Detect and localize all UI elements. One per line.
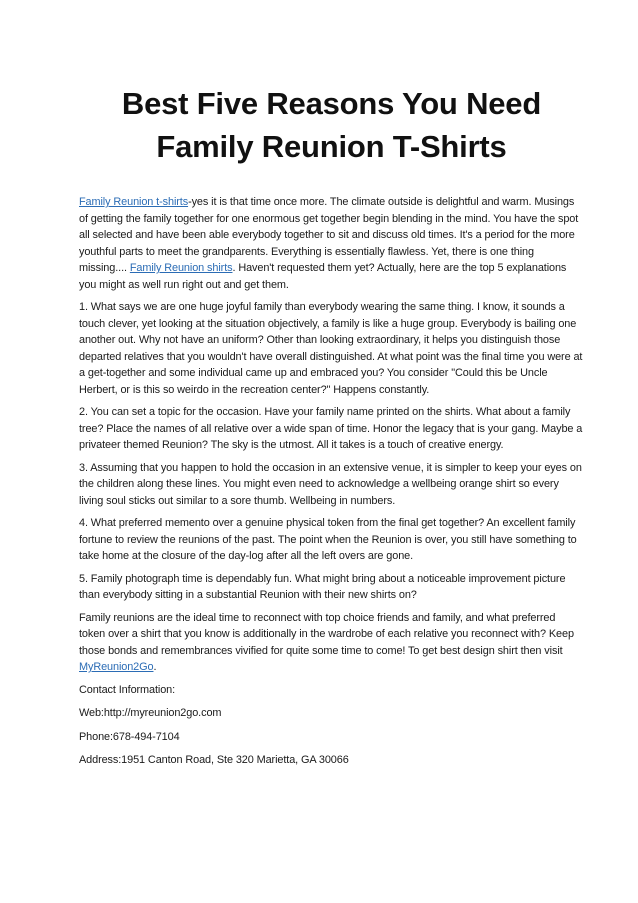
title-line-1: Best Five Reasons You Need [121, 86, 542, 121]
reason-2-paragraph: 2. You can set a topic for the occasion. Have your family name printed on the shirts. What about a family tree? Place the names of all relative over a wide span of time. Honor the legacy that is your gang. Maybe a privateer themed Reunion? The sky is the utmost. All it takes is a touch of creative energy. [79, 406, 583, 451]
contact-address: Address:1951 Canton Road, Ste 320 Marietta, GA 30066 [79, 754, 349, 766]
intro-text-1: -yes it is that time once more. The climate outside is delightful and warm. Musings of getting the family together for one enormous get together begin blending in the mind. You have the spot all selected and have been able everybody together to sit and discuss old times. It's a period for the more youthful parts to meet the grandparents. Everything is essentially flawless. Yet, there is one thing missing.... [79, 196, 579, 274]
contact-phone: Phone:678-494-7104 [79, 730, 180, 743]
contact-web: Web:http://myreunion2go.com [79, 707, 222, 719]
contact-heading: Contact Information: [79, 683, 176, 696]
closing-end: . [153, 661, 157, 673]
contact-section [79, 682, 584, 769]
reason-4-paragraph: 4. What preferred memento over a genuine physical token from the final get together? An excellent family fortune to review the reunions of the past. The point when the Reunion is over, you still have something to take home at the closure of the day-log after all the left overs are gone. [79, 517, 577, 562]
myreunion2go-link[interactable]: MyReunion2Go [79, 661, 154, 673]
closing-text: Family reunions are the ideal time to reconnect with top choice friends and family, and what preferred token over a shirt that you know is additionally in the wardrobe of each relative you reconnect with? Keep those bonds and remembrances vivified for quite some time to come! To get best design shirt then visit [79, 611, 574, 657]
title-line-2: Family Reunion T-Shirts [156, 129, 507, 164]
reason-5-paragraph: 5. Family photograph time is dependably fun. What might bring about a noticeable improvement picture than everybody sitting in a substantial Reunion with their new shirts on? [79, 572, 566, 601]
family-reunion-shirts-link[interactable]: Family Reunion shirts [129, 262, 233, 274]
closing-paragraph [79, 610, 584, 676]
page-title [79, 82, 584, 168]
intro-text-2: . Haven't requested them yet? Actually, here are the top 5 explanations you might as well run right out and get them. [79, 262, 567, 291]
family-reunion-tshirts-link[interactable]: Family Reunion t-shirts [79, 196, 189, 208]
intro-paragraph [79, 194, 584, 293]
reason-3-paragraph: 3. Assuming that you happen to hold the occasion in an extensive venue, it is simpler to keep your eyes on the children along these lines. You might even need to acknowledge a wellbeing orange shirt so every living soul sticks out similar to a sore thumb. Wellbeing in numbers. [79, 461, 582, 507]
reason-1-paragraph: 1. What says we are one huge joyful family than everybody wearing the same thing. I know, it sounds a touch clever, yet looking at the situation objectively, a family is like a huge group. Everybody is bailing one another out. Why not have an uniform? Other than looking extraordinary, it helps you distinguish those departed relatives that you wouldn't have overall distinguished. At what point was the final time you were at a get-together and some individual came up and embraced you? You consider "Could this be Uncle Herbert, or is this so weirdo in the recreation center?" Happens constantly. [79, 301, 583, 396]
